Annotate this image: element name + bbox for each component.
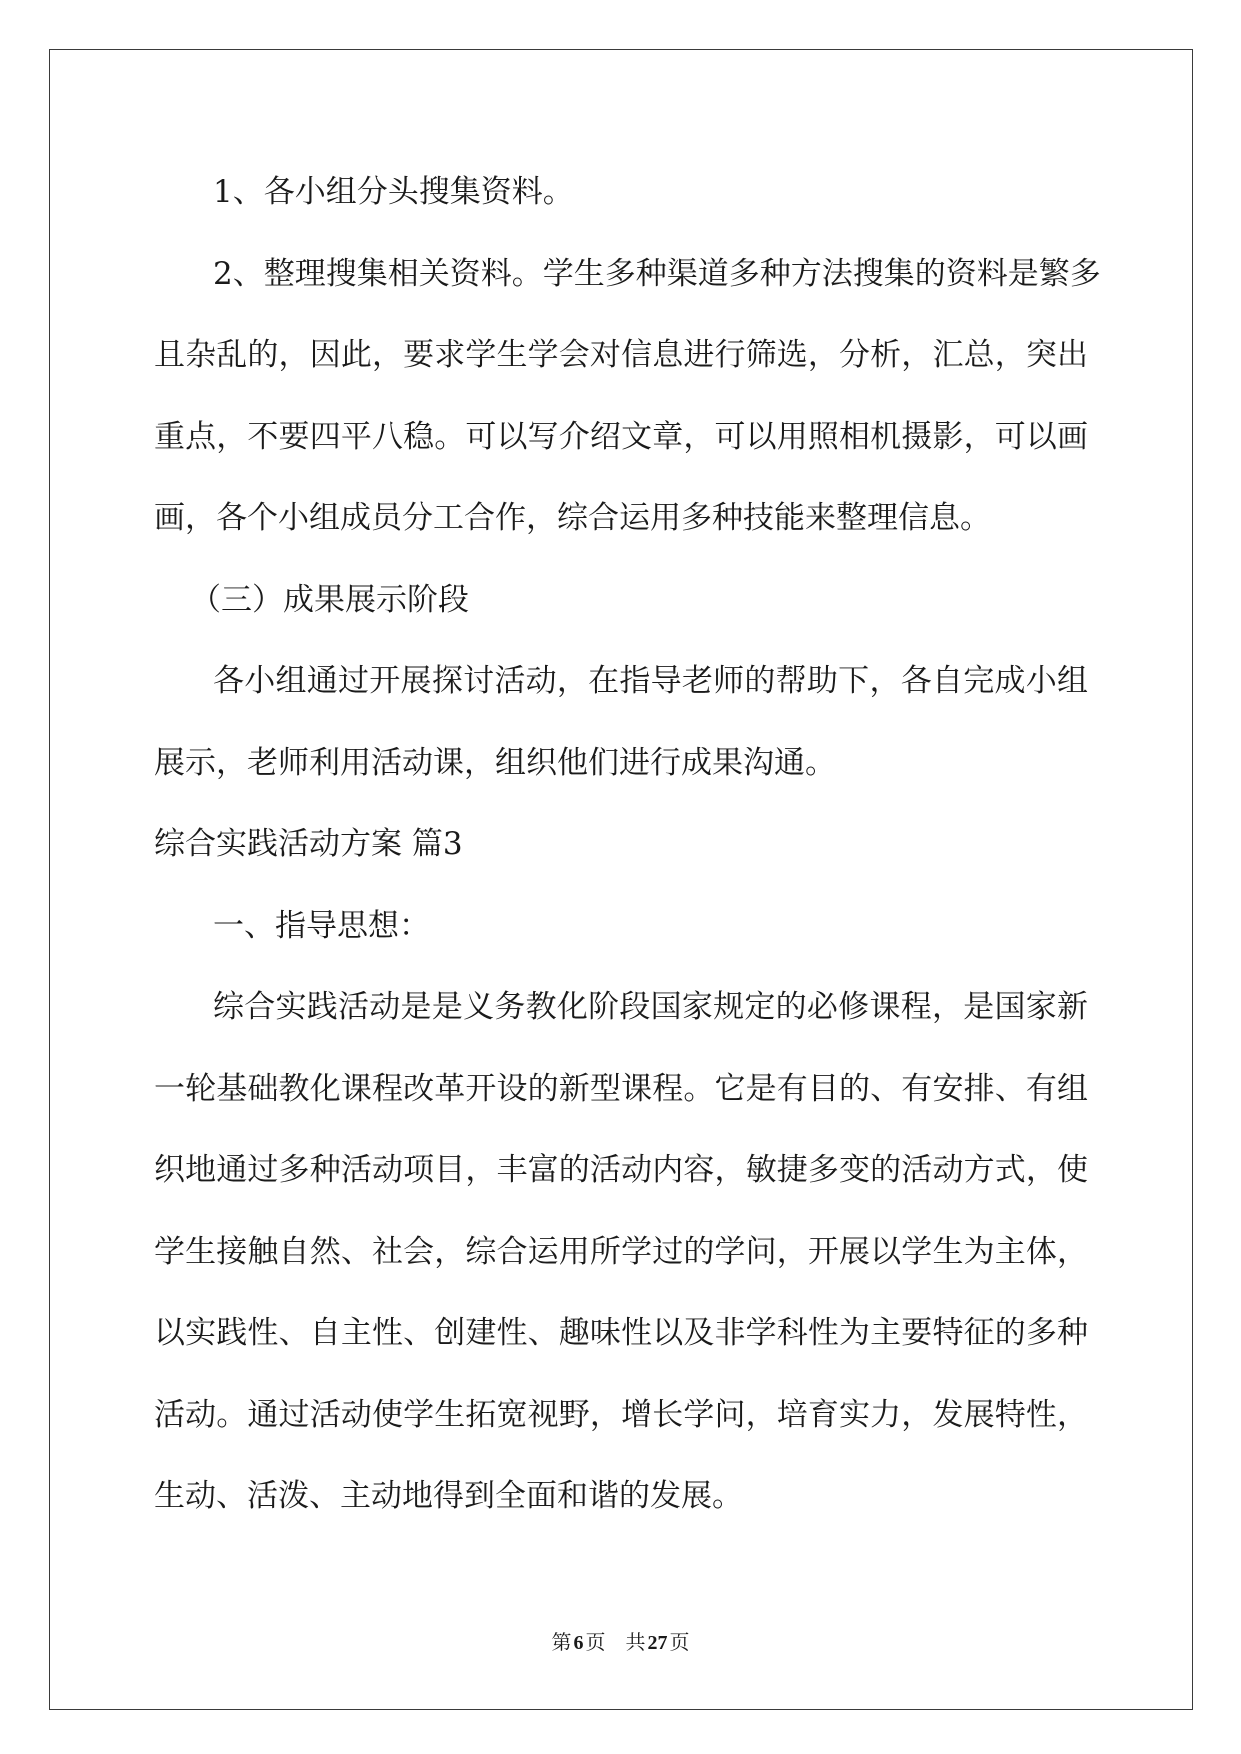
paragraph-line: 一轮基础教化课程改革开设的新型课程。它是有目的、有安排、有组 [154, 1070, 1088, 1107]
total-pages: 27 [647, 1632, 668, 1654]
paragraph-guideline [154, 967, 1088, 1538]
section-heading-text: （三）成果展示阶段 [190, 581, 469, 618]
paragraph-line: 综合实践活动是是义务教化阶段国家规定的必修课程，是国家新 [213, 989, 1088, 1025]
total-prefix: 共 [625, 1632, 646, 1654]
paragraph-line: 以实践性、自主性、创建性、趣味性以及非学科性为主要特征的多种 [154, 1315, 1088, 1351]
paragraph-line: 活动。通过活动使学生拓宽视野，增长学问，培育实力，发展特性， [154, 1396, 1088, 1433]
paragraph-line: 2、整理搜集相关资料。学生多种渠道多种方法搜集的资料是繁多 [213, 255, 1101, 292]
paragraph-line: 学生接触自然、社会，综合运用所学过的学问，开展以学生为主体， [154, 1233, 1088, 1270]
section-heading-phase-3 [154, 560, 1088, 642]
paragraph-line: 各小组通过开展探讨活动，在指导老师的帮助下，各自完成小组 [213, 663, 1088, 699]
paragraph-line: 且杂乱的，因此，要求学生学会对信息进行筛选，分析，汇总，突出 [154, 337, 1088, 373]
paragraph-line: 画，各个小组成员分工合作，综合运用多种技能来整理信息。 [154, 500, 991, 536]
page-number: 6 [573, 1632, 584, 1654]
paragraph-line: 1、各小组分头搜集资料。 [213, 174, 574, 210]
paragraph-step-1 [154, 152, 1088, 234]
paragraph-phase-3 [154, 641, 1088, 804]
section-heading-guideline [154, 886, 1088, 968]
plan-title [154, 804, 1088, 886]
paragraph-line: 展示，老师利用活动课，组织他们进行成果沟通。 [154, 744, 836, 781]
document-body [154, 152, 1101, 1538]
plan-title-text: 综合实践活动方案 篇3 [154, 826, 463, 862]
page-suffix: 页 [585, 1632, 606, 1654]
section-heading-text: 一、指导思想： [213, 907, 430, 944]
paragraph-step-2 [154, 234, 1101, 560]
page-footer [0, 1630, 1241, 1656]
paragraph-line: 重点，不要四平八稳。可以写介绍文章，可以用照相机摄影，可以画 [154, 418, 1088, 455]
total-suffix: 页 [669, 1632, 690, 1654]
page-prefix: 第 [551, 1632, 572, 1654]
paragraph-line: 织地通过多种活动项目，丰富的活动内容，敏捷多变的活动方式，使 [154, 1152, 1088, 1188]
paragraph-line: 生动、活泼、主动地得到全面和谐的发展。 [154, 1478, 743, 1514]
